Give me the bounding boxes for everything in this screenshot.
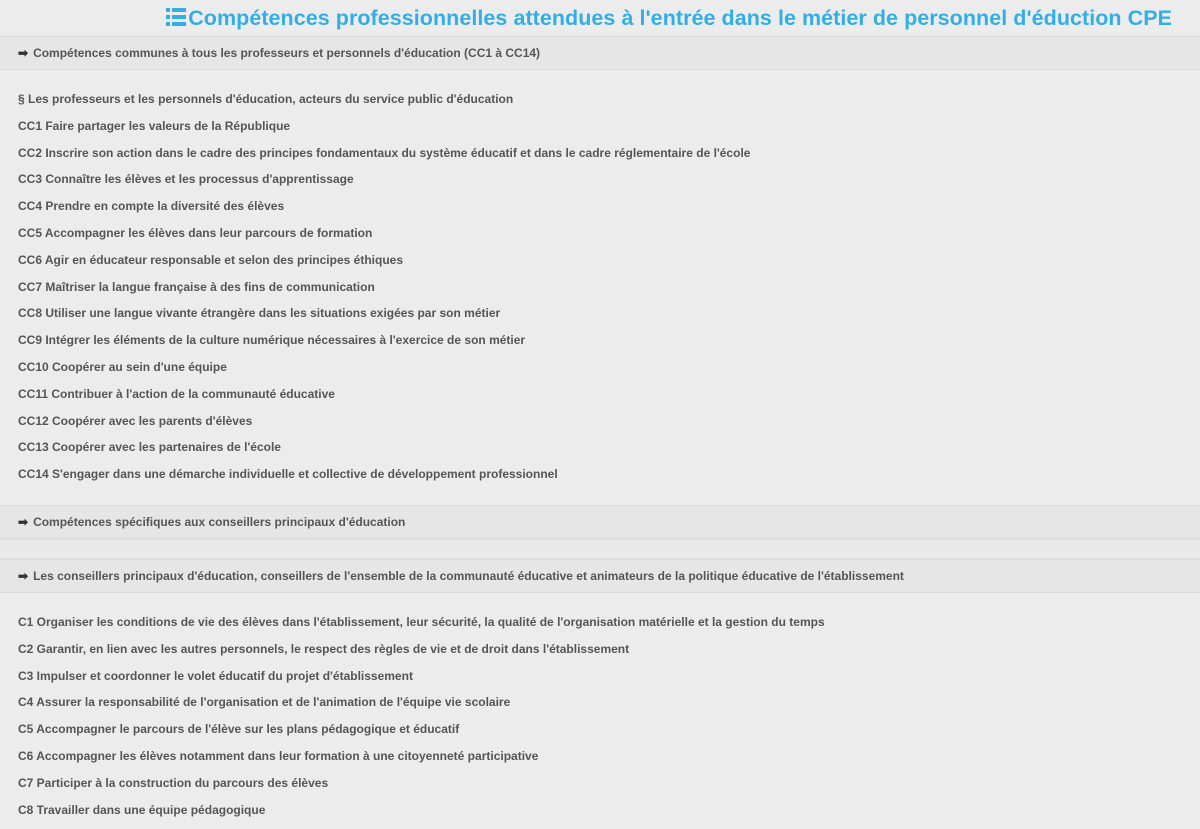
section-divider [0, 539, 1200, 559]
list-item: C2 Garantir, en lien avec les autres personnels, le respect des règles de vie et de droit dans l'établissement [18, 641, 630, 656]
section-label: Compétences communes à tous les professeurs et personnels d'éducation (CC1 à CC14) [33, 46, 541, 60]
list-item: CC5 Accompagner les élèves dans leur parcours de formation [18, 225, 373, 240]
list-item: C8 Travailler dans une équipe pédagogique [18, 802, 266, 817]
section-label: Les conseillers principaux d'éducation, conseillers de l'ensemble de la communauté éducative et animateurs de la politique éducative de l'établissement [33, 569, 904, 583]
arrow-right-icon: ➡ [18, 46, 29, 60]
list-item: C6 Accompagner les élèves notamment dans leur formation à une citoyenneté participative [18, 748, 539, 763]
list-item: CC12 Coopérer avec les parents d'élèves [18, 413, 253, 428]
list-item: CC6 Agir en éducateur responsable et selon des principes éthiques [18, 252, 403, 267]
list-item: CC13 Coopérer avec les partenaires de l'école [18, 440, 281, 455]
list-item: CC14 S'engager dans une démarche individuelle et collective de développement professionnel [18, 467, 558, 482]
section-header-specific[interactable] [0, 505, 1200, 539]
cpe-competences-list [0, 609, 1200, 823]
section-header-common[interactable] [0, 36, 1200, 70]
list-item: CC8 Utiliser une langue vivante étrangère dans les situations exigées par son métier [18, 306, 501, 321]
arrow-right-icon: ➡ [18, 569, 29, 583]
page-header [0, 0, 1200, 36]
list-item: C3 Impulser et coordonner le volet éducatif du projet d'établissement [18, 668, 413, 683]
list-item: CC11 Contribuer à l'action de la communauté éducative [18, 386, 335, 401]
list-icon [166, 8, 186, 26]
list-item: CC3 Connaître les élèves et les processus d'apprentissage [18, 172, 354, 187]
list-item: CC1 Faire partager les valeurs de la République [18, 118, 291, 133]
list-item: CC9 Intégrer les éléments de la culture numérique nécessaires à l'exercice de son métier [18, 333, 526, 348]
list-item: CC2 Inscrire son action dans le cadre des principes fondamentaux du système éducatif et dans le cadre réglementaire de l'école [18, 145, 751, 160]
section-header-cpe[interactable] [0, 559, 1200, 593]
list-item: § Les professeurs et les personnels d'éducation, acteurs du service public d'éducation [18, 92, 514, 106]
list-item: CC10 Coopérer au sein d'une équipe [18, 359, 227, 374]
common-competences-list [0, 86, 1200, 488]
section-label: Compétences spécifiques aux conseillers principaux d'éducation [33, 515, 406, 529]
list-item: C1 Organiser les conditions de vie des élèves dans l'établissement, leur sécurité, la qualité de l'organisation matérielle et la gestion du temps [18, 615, 825, 629]
list-item: C7 Participer à la construction du parcours des élèves [18, 775, 329, 790]
list-item: C5 Accompagner le parcours de l'élève sur les plans pédagogique et éducatif [18, 722, 460, 737]
list-item: CC7 Maîtriser la langue française à des fins de communication [18, 279, 375, 294]
page-title: Compétences professionnelles attendues à l'entrée dans le métier de personnel d'éduction CPE [188, 5, 1172, 30]
list-item: CC4 Prendre en compte la diversité des élèves [18, 199, 285, 214]
arrow-right-icon: ➡ [18, 515, 29, 529]
list-item: C4 Assurer la responsabilité de l'organisation et de l'animation de l'équipe vie scolaire [18, 695, 511, 710]
